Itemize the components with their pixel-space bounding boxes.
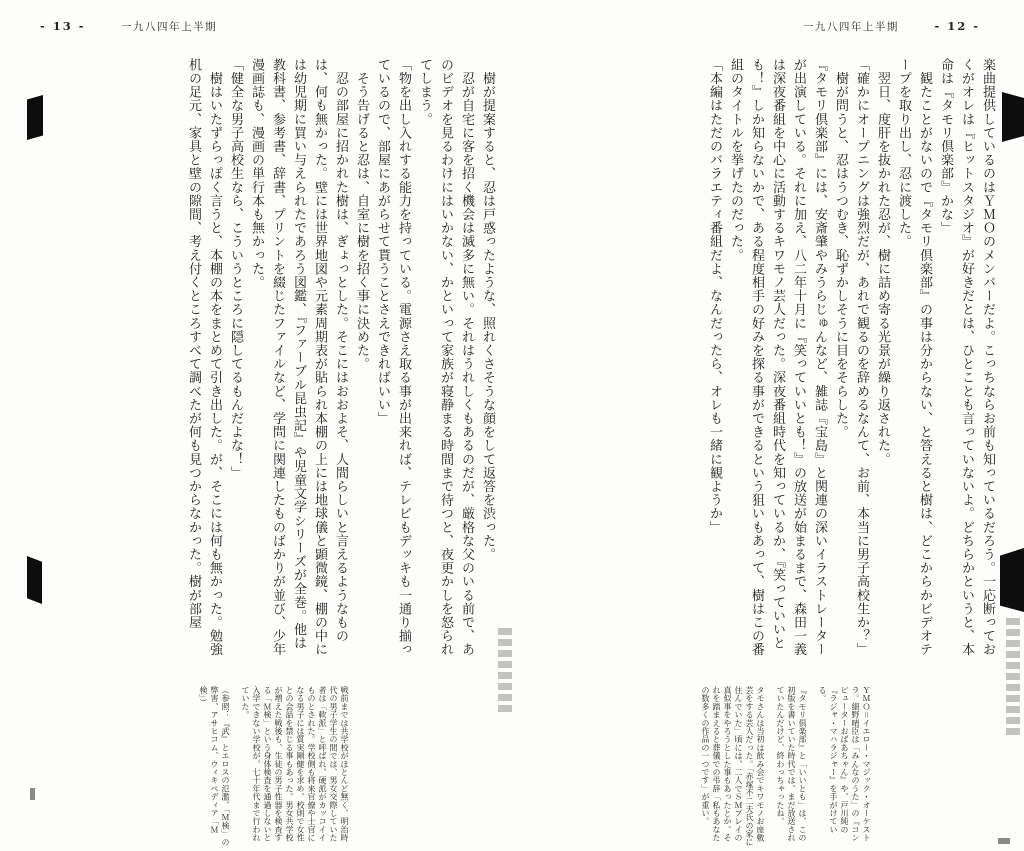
page-edge-bleed-right [1006,618,1020,736]
running-head-left: 一九八四年上半期 [121,21,218,33]
paragraph: 翌日、度肝を抜かれた忍が、樹に詰め寄る光景が繰り返された。 [875,58,890,466]
page-number-left: - 13 - [40,19,86,33]
page-header-left [40,19,217,34]
footnote: 戦前までは共学校がほとんど無く、明治時代の男子学生の間では、男女交際していた者は「軟派」と呼ばれ、硬派がカッコイイものとされた。学校側も将来官僚や士官になる男子には質実剛健を求め、校則で女性との会話を禁じる事もあった。男女共学校が増えた戦後も、生徒の男子性器を検査する「Ｍ検」という身体検査を通過しないと入学できない学校が、七十年代まで行われていた。 [241,686,349,842]
scan-speck-bottom-left [30,788,35,800]
paragraph: 観たことがないので『タモリ倶楽部』の事は分からない、と答えると樹は、どこからかビデオテープを取り出し、忍に渡した。 [896,58,932,657]
scan-speck-bottom-right [998,838,1010,844]
scan-smudge-right-top [1002,92,1024,142]
paragraph: 「本編はただのバラエティ番組だよ、なんだったら、オレも一緒に観ようか」 [707,58,722,534]
page-header-right [803,19,980,34]
paragraph: 樹はいたずらっぽく言うと、本棚の本をまとめて引き出した。が、そこには何も無かった。勉強机の足元、家具と壁の隙間、考え付くところすべて調べたが何も見つからなかった。樹が部屋 [186,58,222,657]
paragraph: 楽曲提供しているのはＹＭＯのメンバーだよ。こっちならお前も知っているだろう。一応断っておくがオレは『ヒットスタジオ』が好きだとは、ひとことも言っていないよ。どちらかというと、本命は『タモリ倶楽部』かな」 [938,58,995,657]
page-number-right: - 12 - [934,19,980,33]
footnotes-right [568,686,872,846]
paragraph: そう告げると忍は、自室に樹を招く事に決めた。 [354,58,369,371]
paragraph: 『タモリ倶楽部』には、安斎肇やみうらじゅんなど、雑誌『宝島』と関連の深いイラストレーターが出演している。それに加え、八二年十月に『笑っていいとも！』の放送が始まるまで、森田一義は深夜番組を中心に活動するキワモノ芸人だった。深夜番組時代を知っているか、『笑っていいとも！』しか知らないかで、ある程度相手の好みを探る事ができるという狙いもあって、樹はこの番組のタイトルを挙げたのだった。 [728,58,827,657]
footnote: （参照：『武』とエロスの氾濫、「Ｍ検」の弊害、アサヒコム、ウィキペディア「Ｍ検」） [199,686,230,846]
main-text-right [534,58,998,660]
paragraph: 樹が提案すると、忍は戸惑ったような、照れくさそうな顔をして返答を渋った。 [480,58,495,562]
footnote: タモさんは当初は飲み会でキワモノお座敷芸をする芸人だった。「赤塚不二夫氏の家に住んでいた」頃には、二人でＳＭプレイの真似事をやろうとした事もあったとか。それを踏まえると葬儀での弔辞「私もあなたの数多くの作品の一つです」が重い。 [701,686,765,846]
paragraph: 樹が問うと、忍はうつむき、恥ずかしそうに目をそらした。 [833,58,848,439]
footnote: ＹＭＯ＝イエロー・マジック・オーケストラ。細野晴臣は「みんなのうた」の『コンピューターおばあちゃん』や、戸川純の『ラジャ・マハラジャー』を手がけている。 [818,686,871,842]
paragraph: 忍の部屋に招かれた樹は、ぎょっとした。そこにはおおよそ、人間らしいと言えるようなものは、何も無かった。壁には世界地図や元素周期表が貼られ本棚の上には地球儀と顕微鏡、棚の中には幼児期に買い与えられたであろう図鑑、『ファーブル昆虫記』や児童文学シリーズが全巻。他は教科書、参考書、辞書、プリントを綴じたファイルなど、学問に関連したものばかりが並び、少年漫画誌も、漫画の単行本も無かった。 [249,58,348,657]
running-head-right: 一九八四年上半期 [802,21,899,33]
paragraph: 「物を出し入れする能力を持っている。電源さえ取る事が出来れば、テレビもデッキも一通り揃っているので、部屋にあがらせて貰うことさえできればいい」 [375,58,411,657]
paragraph: 「確かにオープニングは強烈だが、あれで観るのを辞めるなんて、お前、本当に男子高校生か？」 [854,58,869,657]
paragraph: 「健全な男子高校生なら、こういうところに隠してるもんだよな！」 [228,58,243,480]
footnotes-left [56,686,350,846]
scan-smudge-left-middle [27,556,42,604]
footnote: 『タモリ倶楽部』と「いいとも」は、この初版を書いていた時代では、まだ放送されていたんだけど、終わっちゃったね。 [776,686,807,842]
paragraph: 忍が自宅に客を招く機会は滅多に無い。それはうれしくもあるのだが、厳格な父のいる前で、あのビデオを見るわけにはいかない、かといって家族が寝静まる時間まで待つと、夜更かしを怒られてしまう。 [417,58,474,657]
scan-smudge-left-top [27,95,43,140]
page-edge-bleed-center [498,628,512,712]
main-text-left [36,58,498,662]
scan-smudge-right-middle [1000,548,1024,612]
